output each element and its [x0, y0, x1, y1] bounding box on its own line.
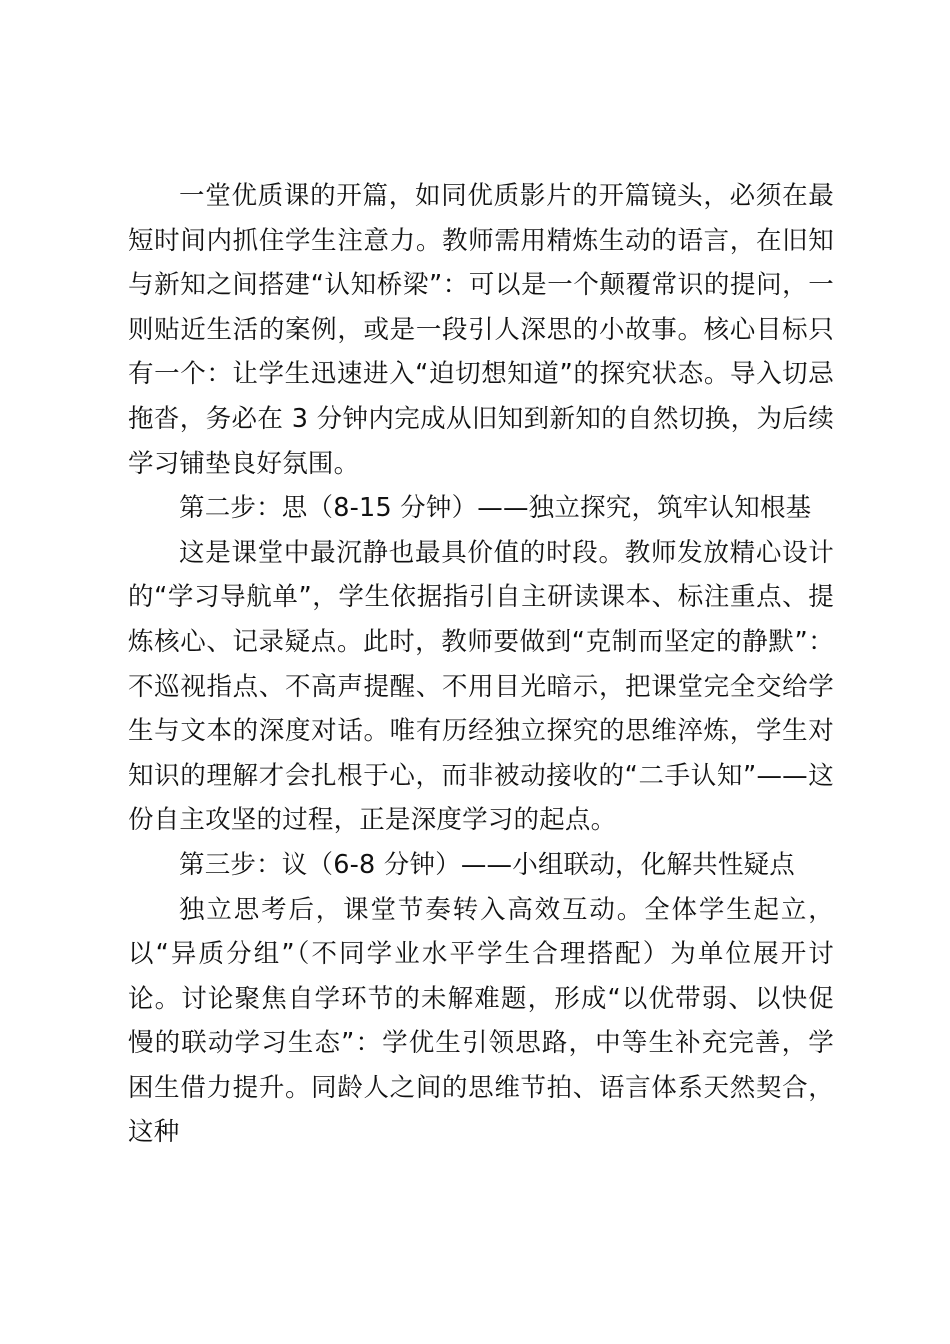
heading-step-three: 第三步：议（6-8 分钟）——小组联动，化解共性疑点: [179, 849, 795, 880]
paragraph-introduction: 一堂优质课的开篇，如同优质影片的开篇镜头，必须在最短时间内抓住学生注意力。教师需用精炼生动的语言，在旧知与新知之间搭建“认知桥梁”：可以是一个颠覆常识的提问，一则贴近生活的案例，或是一段引人深思的小故事。核心目标只有一个：让学生迅速进入“迫切想知道”的探究状态。导入切忌拖沓，务必在 3 分钟内完成从旧知到新知的自然切换，为后续学习铺垫良好氛围。: [128, 181, 834, 479]
document-body: [128, 174, 834, 1155]
paragraph-step-three: 独立思考后，课堂节奏转入高效互动。全体学生起立，以“异质分组”（不同学业水平学生合理搭配）为单位展开讨论。讨论聚焦自学环节的未解难题，形成“以优带弱、以快促慢的联动学习生态”：学优生引领思路，中等生补充完善，学困生借力提升。同龄人之间的思维节拍、语言体系天然契合，这种: [128, 894, 834, 1148]
paragraph-step-two: 这是课堂中最沉静也最具价值的时段。教师发放精心设计的“学习导航单”，学生依据指引自主研读课本、标注重点、提炼核心、记录疑点。此时，教师要做到“克制而坚定的静默”：不巡视指点、不高声提醒、不用目光暗示，把课堂完全交给学生与文本的深度对话。唯有历经独立探究的思维淬炼，学生对知识的理解才会扎根于心，而非被动接收的“二手认知”——这份自主攻坚的过程，正是深度学习的起点。: [128, 537, 834, 836]
heading-step-two: 第二步：思（8-15 分钟）——独立探究，筑牢认知根基: [179, 493, 812, 524]
